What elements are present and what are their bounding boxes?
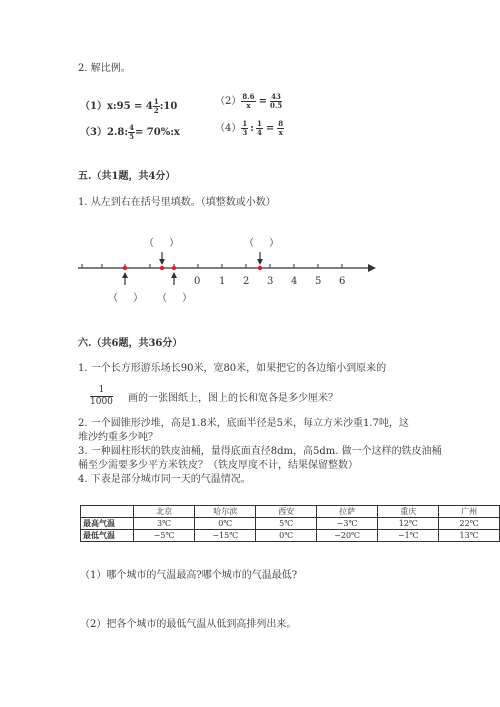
question-title: 2. 解比例。 — [78, 63, 131, 74]
row-label: 最高气温 — [81, 518, 134, 530]
table-row — [81, 530, 500, 542]
fraction: $\frac{1}{2}$ — [153, 97, 159, 115]
answer-blank: （ ） — [108, 293, 150, 304]
table-cell: 5℃ — [256, 518, 316, 530]
scale-fraction: $\frac{1}{1000}$ — [90, 385, 113, 407]
fraction: $\frac{1}{3}$ — [242, 119, 248, 137]
table-header-cell: 哈尔滨 — [195, 506, 256, 518]
item-index: （2） — [215, 96, 242, 107]
tick-label: 2 — [243, 276, 250, 287]
table-header-row — [81, 506, 500, 518]
table-cell: −5℃ — [134, 530, 195, 542]
table-cell: 3℃ — [134, 518, 195, 530]
question-text: 3. 一种圆柱形状的铁皮油桶，量得底面直径8dm，高5dm. 做一个这样的铁皮油桶 — [78, 446, 442, 457]
table-header-cell: 广州 — [439, 506, 500, 518]
question-text: 堆沙约重多少吨？ — [78, 432, 158, 443]
fraction: $\frac{8.6}{x}$ — [242, 92, 255, 110]
question-text: 4. 下表是部分城市同一天的气温情况。 — [78, 474, 251, 485]
tick-label: 4 — [291, 276, 298, 287]
temperature-table — [80, 505, 500, 542]
tick-label: 0 — [194, 276, 201, 287]
proportion-item-3: （3） 2.8: $\frac{4}{5}$ = 70%:x — [80, 123, 180, 141]
answer-blank: （ ） — [144, 238, 186, 249]
item-left: x:95 = 4 — [106, 101, 153, 112]
fraction: $\frac{8}{x}$ — [278, 119, 284, 137]
item-right: :10 — [159, 101, 178, 112]
table-cell: 0℃ — [195, 518, 256, 530]
answer-blank: （ ） — [157, 293, 199, 304]
tick-label: 3 — [267, 276, 274, 287]
table-cell: 22℃ — [439, 518, 500, 530]
table-cell: 0℃ — [256, 530, 316, 542]
item-index: （3） — [80, 127, 107, 138]
table-cell: −1℃ — [378, 530, 439, 542]
table-cell: −20℃ — [316, 530, 377, 542]
fraction: $\frac{43}{0.5}$ — [269, 92, 283, 110]
table-cell: 12℃ — [378, 518, 439, 530]
section-heading: 六.（共6题，共36分） — [78, 338, 183, 349]
table-row — [81, 518, 500, 530]
table-header-cell: 西安 — [256, 506, 316, 518]
answer-blank: （ ） — [244, 238, 286, 249]
section-heading: 五.（共1题，共4分） — [78, 171, 176, 182]
table-corner — [81, 506, 134, 518]
tick-label: 6 — [339, 276, 346, 287]
proportion-item-4: （4） $\frac{1}{3}$ : $\frac{1}{4}$ = $\frac{8}{x}$ — [215, 119, 284, 137]
item-index: （1） — [80, 101, 107, 112]
question-text: 桶至少需要多少平方米铁皮？（铁皮厚度不计，结果保留整数） — [78, 460, 358, 471]
sub-question: （1）哪个城市的气温最高?哪个城市的气温最低? — [80, 570, 298, 581]
table-cell: −15℃ — [195, 530, 256, 542]
question-text: 画的一张图纸上，图上的长和宽各是多少厘米？ — [128, 393, 338, 404]
fraction: $\frac{1}{4}$ — [256, 119, 262, 137]
tick-label: 1 — [219, 276, 226, 287]
table-cell: 13℃ — [439, 530, 500, 542]
question-text: 1. 一个长方形游乐场长90米，宽80米，如果把它的各边缩小到原来的 — [78, 363, 387, 374]
proportion-item-2: （2） $\frac{8.6}{x}$ = $\frac{43}{0.5}$ — [215, 92, 283, 110]
table-cell: −3℃ — [316, 518, 377, 530]
row-label: 最低气温 — [81, 530, 134, 542]
item-index: （4） — [215, 123, 242, 134]
table-header-cell: 拉萨 — [316, 506, 377, 518]
question-text: 2. 一个圆锥形沙堆，高是1.8米，底面半径是5米，每立方米沙重1.7吨，这 — [78, 418, 409, 429]
proportion-item-1 — [80, 98, 177, 115]
table-header-cell: 重庆 — [378, 506, 439, 518]
fraction: $\frac{4}{5}$ — [129, 123, 134, 141]
table-header-cell: 北京 — [134, 506, 195, 518]
question-text: 1. 从左到右在括号里填数。（填整数或小数） — [78, 197, 276, 208]
tick-label: 5 — [315, 276, 322, 287]
sub-question: （2）把各个城市的最低气温从低到高排列出来。 — [80, 619, 297, 630]
